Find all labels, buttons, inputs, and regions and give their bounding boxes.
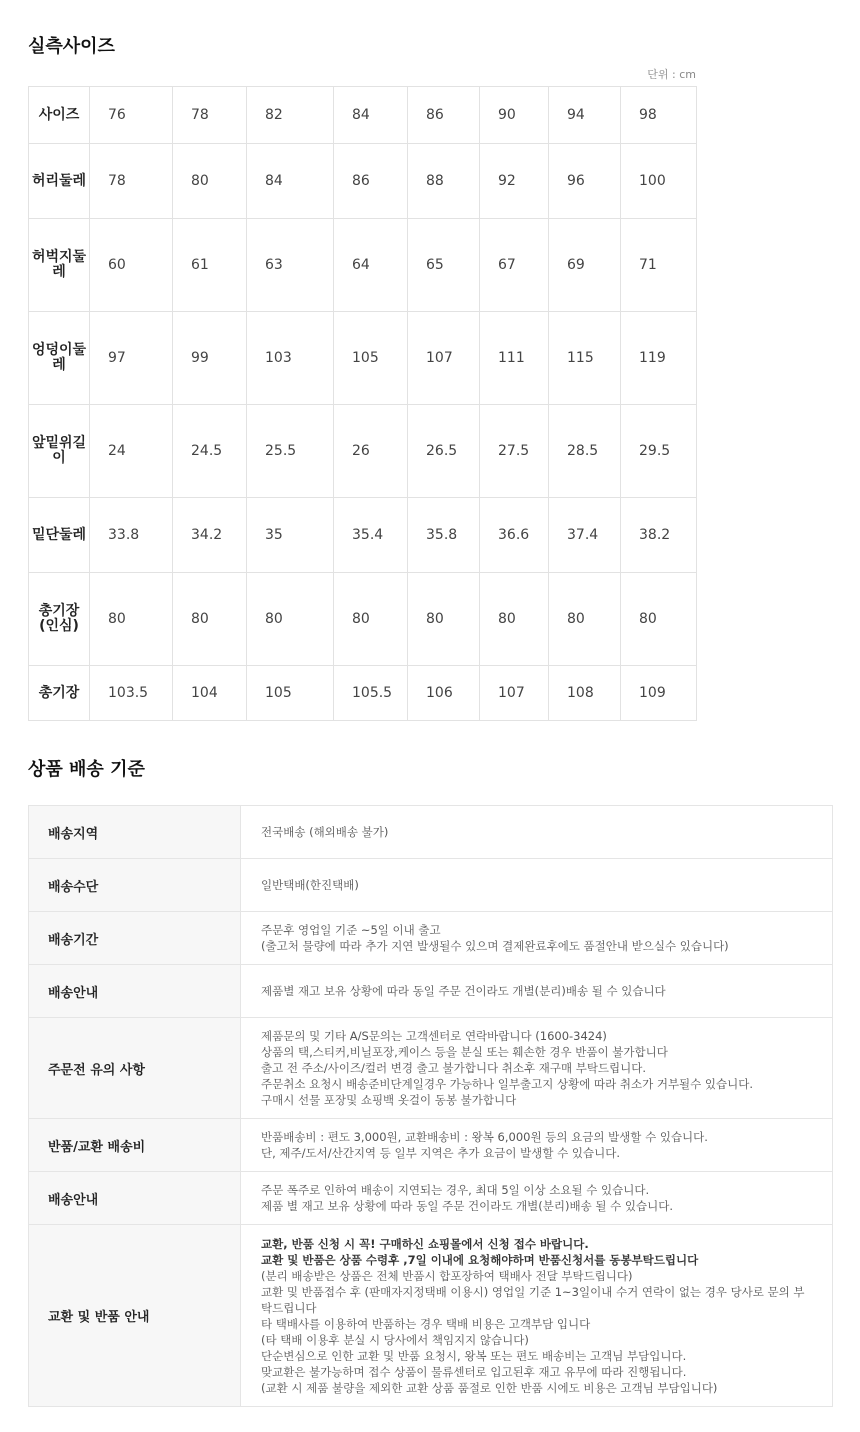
size-table-row	[29, 666, 697, 721]
size-cell: 35.4	[334, 498, 408, 573]
size-cell: 98	[621, 87, 697, 144]
size-cell: 80	[173, 144, 247, 219]
size-cell: 80	[621, 573, 697, 666]
size-cell: 26.5	[408, 405, 480, 498]
shipping-value-line: (타 택배 이용후 분실 시 당사에서 책임지지 않습니다)	[261, 1332, 529, 1347]
size-cell: 71	[621, 219, 697, 312]
size-cell: 92	[480, 144, 549, 219]
shipping-row-label: 교환 및 반품 안내	[29, 1225, 241, 1407]
shipping-value-line: 반품배송비 : 편도 3,000원, 교환배송비 : 왕복 6,000원 등의 요금의 발생할 수 있습니다.	[261, 1130, 708, 1144]
size-cell: 24	[90, 405, 173, 498]
shipping-row-value	[241, 965, 833, 1018]
size-cell: 27.5	[480, 405, 549, 498]
size-cell: 69	[549, 219, 621, 312]
shipping-row	[29, 859, 833, 912]
size-cell: 80	[247, 573, 334, 666]
size-cell: 80	[408, 573, 480, 666]
size-row-label: 사이즈	[29, 87, 90, 144]
size-cell: 28.5	[549, 405, 621, 498]
size-row-label: 총기장(인심)	[29, 573, 90, 666]
shipping-row-label: 배송기간	[29, 912, 241, 965]
shipping-row-label: 배송안내	[29, 1172, 241, 1225]
size-cell: 103.5	[90, 666, 173, 721]
shipping-row-label: 주문전 유의 사항	[29, 1018, 241, 1119]
size-table-row	[29, 312, 697, 405]
shipping-value-line: 일반택배(한진택배)	[261, 878, 359, 892]
size-row-label: 허리둘레	[29, 144, 90, 219]
size-cell: 111	[480, 312, 549, 405]
size-cell: 94	[549, 87, 621, 144]
size-cell: 61	[173, 219, 247, 312]
size-table-row	[29, 405, 697, 498]
size-cell: 88	[408, 144, 480, 219]
size-cell: 103	[247, 312, 334, 405]
shipping-row	[29, 912, 833, 965]
shipping-row-value	[241, 859, 833, 912]
size-row-label: 앞밑위길이	[29, 405, 90, 498]
size-cell: 82	[247, 87, 334, 144]
shipping-value-line-bold: 교환, 반품 신청 시 꼭! 구매하신 쇼핑몰에서 신청 접수 바랍니다.	[261, 1236, 589, 1251]
size-cell: 37.4	[549, 498, 621, 573]
size-row-label: 밑단둘레	[29, 498, 90, 573]
shipping-row	[29, 1119, 833, 1172]
size-cell: 86	[408, 87, 480, 144]
size-cell: 34.2	[173, 498, 247, 573]
size-cell: 35	[247, 498, 334, 573]
size-cell: 60	[90, 219, 173, 312]
size-cell: 105	[334, 312, 408, 405]
size-cell: 64	[334, 219, 408, 312]
size-table-row	[29, 144, 697, 219]
size-cell: 67	[480, 219, 549, 312]
shipping-value-line: 주문후 영업일 기준 ~5일 이내 출고	[261, 923, 441, 937]
shipping-row-label: 배송안내	[29, 965, 241, 1018]
size-cell: 105.5	[334, 666, 408, 721]
shipping-table	[28, 805, 833, 1407]
shipping-value-line: 상품의 택,스티커,비닐포장,케이스 등을 분실 또는 훼손한 경우 반품이 불가합니다	[261, 1045, 668, 1059]
size-cell: 63	[247, 219, 334, 312]
size-cell: 104	[173, 666, 247, 721]
shipping-value-line: 주문취소 요청시 배송준비단계일경우 가능하나 일부출고지 상황에 따라 취소가 거부될수 있습니다.	[261, 1077, 754, 1091]
size-cell: 105	[247, 666, 334, 721]
size-cell: 35.8	[408, 498, 480, 573]
shipping-value-line: 맞교환은 불가능하며 접수 상품이 물류센터로 입고된후 재고 유무에 따라 진행됩니다.	[261, 1364, 687, 1379]
shipping-row-value	[241, 1172, 833, 1225]
shipping-value-line-bold: 교환 및 반품은 상품 수령후 ,7일 이내에 요청해야하며 반품신청서를 동봉부탁드립니다	[261, 1252, 699, 1267]
size-cell: 38.2	[621, 498, 697, 573]
size-cell: 96	[549, 144, 621, 219]
shipping-value-line: 구매시 선물 포장및 쇼핑백 옷걸이 동봉 불가합니다	[261, 1093, 517, 1107]
shipping-row	[29, 1172, 833, 1225]
size-table-row	[29, 573, 697, 666]
shipping-row-label: 반품/교환 배송비	[29, 1119, 241, 1172]
size-cell: 84	[334, 87, 408, 144]
size-section-title: 실측사이즈	[28, 36, 115, 57]
size-cell: 80	[90, 573, 173, 666]
shipping-value-line: 단, 제주/도서/산간지역 등 일부 지역은 추가 요금이 발생할 수 있습니다.	[261, 1146, 621, 1160]
shipping-value-line: 출고 전 주소/사이즈/컬러 변경 출고 불가합니다 취소후 재구매 부탁드립니다.	[261, 1061, 647, 1075]
size-cell: 107	[480, 666, 549, 721]
size-cell: 33.8	[90, 498, 173, 573]
size-cell: 108	[549, 666, 621, 721]
size-cell: 76	[90, 87, 173, 144]
size-cell: 86	[334, 144, 408, 219]
shipping-row	[29, 1225, 833, 1407]
size-cell: 107	[408, 312, 480, 405]
size-cell: 84	[247, 144, 334, 219]
shipping-row-label: 배송수단	[29, 859, 241, 912]
size-cell: 100	[621, 144, 697, 219]
size-row-label: 허벅지둘레	[29, 219, 90, 312]
shipping-value-line: 전국배송 (해외배송 불가)	[261, 825, 389, 839]
size-row-label: 엉덩이둘레	[29, 312, 90, 405]
shipping-value-line: 제품 별 재고 보유 상황에 따라 동일 주문 건이라도 개별(분리)배송 될 수 있습니다.	[261, 1199, 673, 1213]
size-cell: 78	[173, 87, 247, 144]
size-cell: 65	[408, 219, 480, 312]
size-cell: 36.6	[480, 498, 549, 573]
size-cell: 80	[173, 573, 247, 666]
size-cell: 99	[173, 312, 247, 405]
shipping-row	[29, 806, 833, 859]
size-cell: 97	[90, 312, 173, 405]
shipping-row-label: 배송지역	[29, 806, 241, 859]
size-cell: 26	[334, 405, 408, 498]
size-table-row	[29, 87, 697, 144]
size-cell: 106	[408, 666, 480, 721]
size-cell: 29.5	[621, 405, 697, 498]
shipping-row	[29, 1018, 833, 1119]
size-cell: 119	[621, 312, 697, 405]
size-cell: 109	[621, 666, 697, 721]
size-cell: 90	[480, 87, 549, 144]
size-table-row	[29, 219, 697, 312]
size-row-label: 총기장	[29, 666, 90, 721]
shipping-value-line: 제품별 재고 보유 상황에 따라 동일 주문 건이라도 개별(분리)배송 될 수 있습니다	[261, 984, 666, 998]
size-cell: 24.5	[173, 405, 247, 498]
shipping-row-value	[241, 912, 833, 965]
shipping-section-title: 상품 배송 기준	[28, 759, 145, 780]
shipping-value-line: 단순변심으로 인한 교환 및 반품 요청시, 왕복 또는 편도 배송비는 고객님 부담입니다.	[261, 1348, 687, 1363]
size-table-row	[29, 498, 697, 573]
shipping-row-value	[241, 1018, 833, 1119]
shipping-value-line: 제품문의 및 기타 A/S문의는 고객센터로 연락바랍니다 (1600-3424)	[261, 1029, 607, 1043]
size-cell: 78	[90, 144, 173, 219]
size-cell: 80	[549, 573, 621, 666]
shipping-value-line: 주문 폭주로 인하여 배송이 지연되는 경우, 최대 5일 이상 소요될 수 있습니다.	[261, 1183, 650, 1197]
shipping-value-line: (분리 배송받은 상품은 전체 반품시 합포장하여 택배사 전달 부탁드립니다)	[261, 1268, 633, 1283]
unit-note: 단위 : cm	[647, 68, 696, 81]
shipping-row-value	[241, 806, 833, 859]
shipping-value-line: (교환 시 제품 불량을 제외한 교환 상품 품절로 인한 반품 시에도 비용은 고객님 부담입니다)	[261, 1380, 718, 1395]
size-cell: 80	[334, 573, 408, 666]
shipping-value-line: 교환 및 반품접수 후 (판매자지정택배 이용시) 영업일 기준 1~3일이내 수거 연락이 없는 경우 당사로 문의 부탁드립니다	[261, 1284, 805, 1315]
size-table	[28, 86, 697, 721]
size-cell: 115	[549, 312, 621, 405]
size-cell: 25.5	[247, 405, 334, 498]
shipping-row-value	[241, 1119, 833, 1172]
shipping-row-value	[241, 1225, 833, 1407]
shipping-row	[29, 965, 833, 1018]
shipping-value-line: 타 택배사를 이용하여 반품하는 경우 택배 비용은 고객부담 입니다	[261, 1316, 591, 1331]
shipping-value-line: (출고처 물량에 따라 추가 지연 발생될수 있으며 결제완료후에도 품절안내 받으실수 있습니다)	[261, 939, 729, 953]
size-cell: 80	[480, 573, 549, 666]
